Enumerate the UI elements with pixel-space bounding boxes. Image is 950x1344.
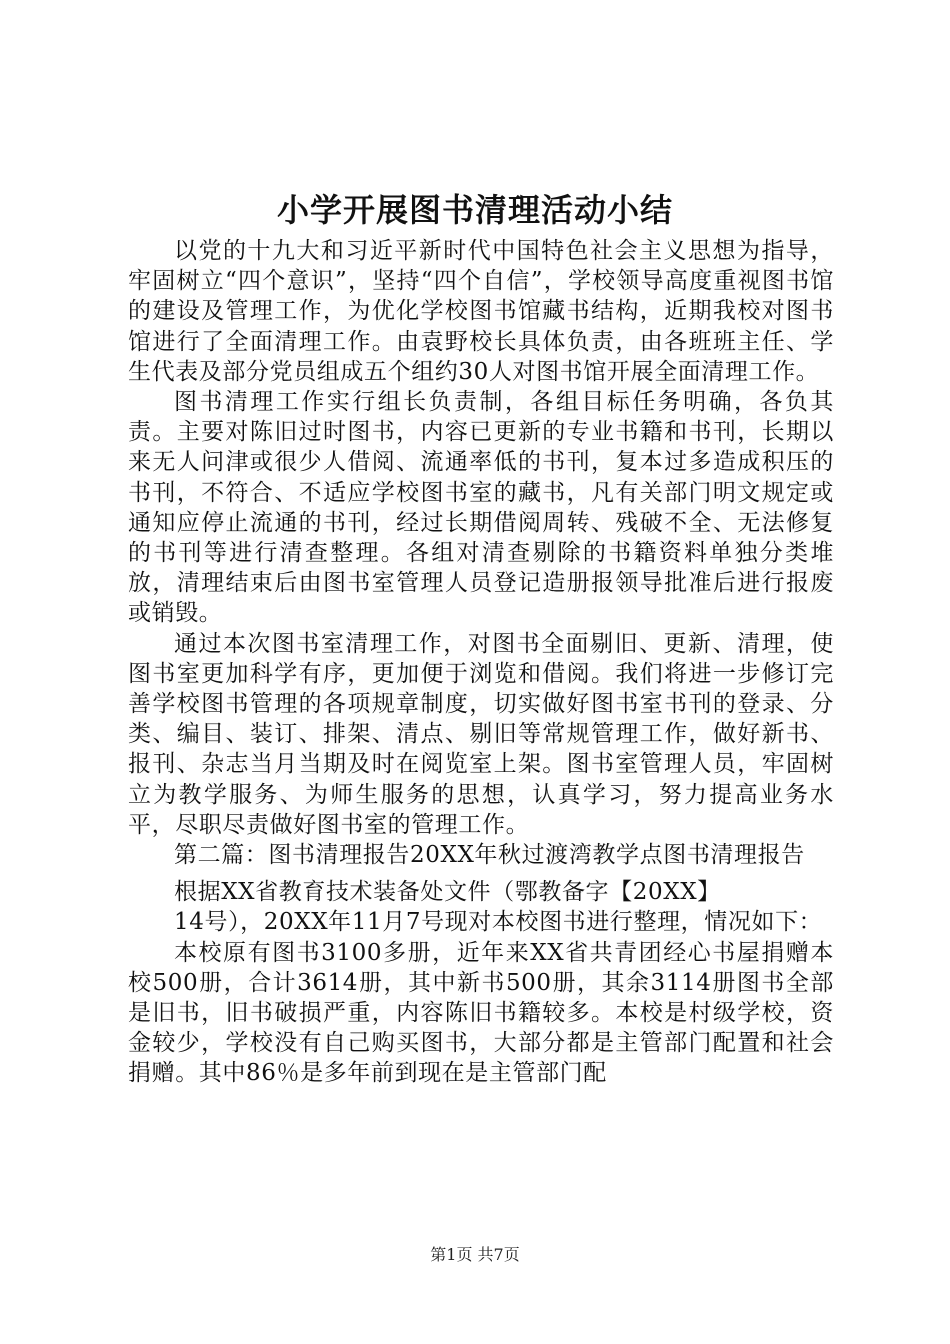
paragraph-6: 本校原有图书3100多册，近年来XX省共青团经心书屋捐赠本校500册，合计3614册，其中新书500册，其余3114册图书全部是旧书，旧书破损严重，内容陈旧书籍较多。本校是村级学校，资金较少，学校没有自己购买图书，大部分都是主管部门配置和社会捐赠。其中86％是多年前到现在是主管部门配 — [128, 939, 834, 1087]
paragraph-4: 根据XX省教育技术装备处文件（鄂教备字【20XX】 — [174, 879, 721, 906]
page-footer: 第1页 共7页 — [430, 1245, 520, 1264]
paragraph-3: 通过本次图书室清理工作，对图书全面剔旧、更新、清理，使图书室更加科学有序，更加便于浏览和借阅。我们将进一步修订完善学校图书管理的各项规章制度，切实做好图书室书刊的登录、分类、编目、装订、排架、清点、剔旧等常规管理工作，做好新书、报刊、杂志当月当期及时在阅览室上架。图书室管理人员，牢固树立为教学服务、为师生服务的思想，认真学习，努力提高业务水平，尽职尽责做好图书室的管理工作。 — [128, 630, 834, 838]
document-body — [128, 236, 834, 1089]
paragraph-2: 图书清理工作实行组长负责制，各组目标任务明确，各负其责。主要对陈旧过时图书，内容已更新的专业书籍和书刊，长期以来无人问津或很少人借阅、流通率低的书刊，复本过多造成积压的书刊，不符合、不适应学校图书室的藏书，凡有关部门明文规定或通知应停止流通的书刊，经过长期借阅周转、残破不全、无法修复的书刊等进行清查整理。各组对清查剔除的书籍资料单独分类堆放，清理结束后由图书室管理人员登记造册报领导批准后进行报废或销毁。 — [128, 389, 834, 627]
paragraph-5: 14号），20XX年11月7号现对本校图书进行整理，情况如下： — [174, 909, 823, 936]
document-title: 小学开展图书清理活动小结 — [276, 191, 673, 229]
paragraph-1: 以党的十九大和习近平新时代中国特色社会主义思想为指导，牢固树立“四个意识”，坚持“四个自信”，学校领导高度重视图书馆的建设及管理工作，为优化学校图书馆藏书结构，近期我校对图书馆进行了全面清理工作。由袁野校长具体负责，由各班班主任、学生代表及部分党员组成五个组约30人对图书馆开展全面清理工作。 — [128, 238, 834, 385]
section-heading-second-article: 第二篇：图书清理报告20XX年秋过渡湾教学点图书清理报告 — [174, 842, 805, 869]
